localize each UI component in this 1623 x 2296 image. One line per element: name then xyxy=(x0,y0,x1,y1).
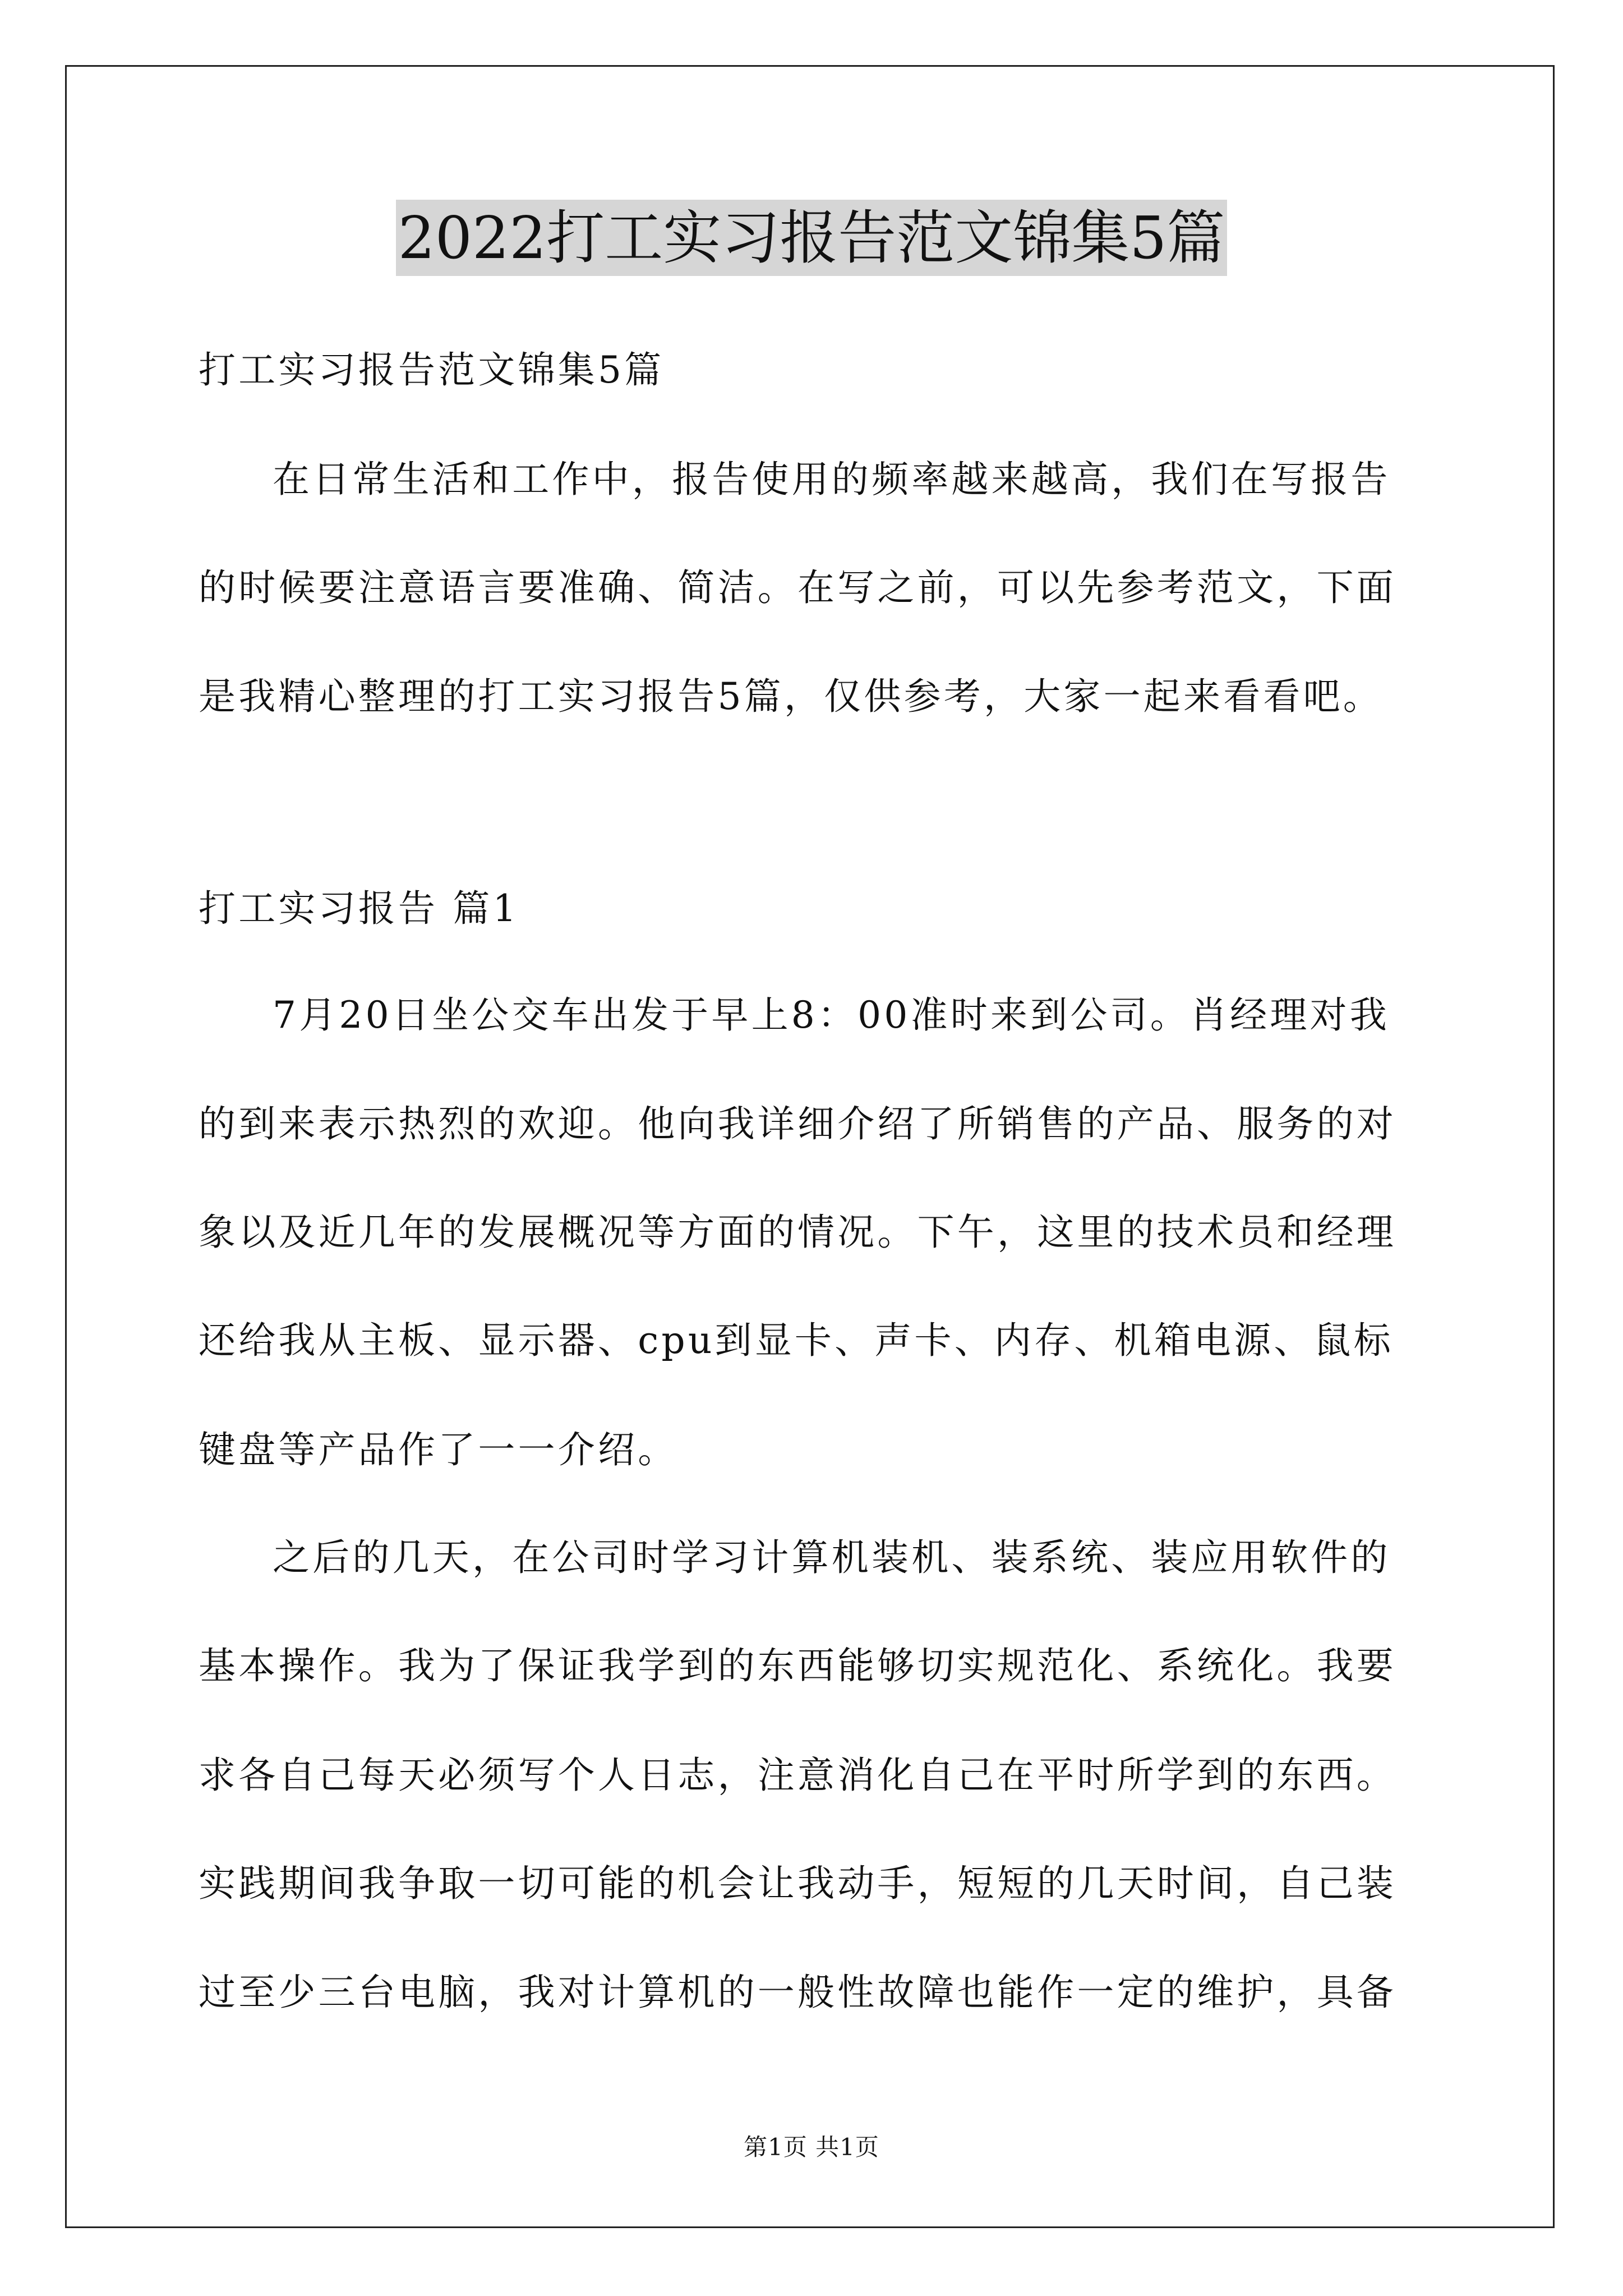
paragraph-line: 7月20日坐公交车出发于早上8：00准时来到公司。肖经理对我 xyxy=(273,993,1390,1037)
paragraph-line: 基本操作。我为了保证我学到的东西能够切实规范化、系统化。我要 xyxy=(199,1644,1396,1687)
paragraph-line: 键盘等产品作了一一介绍。 xyxy=(199,1428,678,1471)
document-title: 2022打工实习报告范文锦集5篇 xyxy=(396,200,1228,276)
subtitle: 打工实习报告范文锦集5篇 xyxy=(199,348,665,392)
paragraph-line: 象以及近几年的发展概况等方面的情况。下午，这里的技术员和经理 xyxy=(199,1211,1396,1254)
title-container xyxy=(0,200,1623,276)
paragraph-line: 的到来表示热烈的欢迎。他向我详细介绍了所销售的产品、服务的对 xyxy=(199,1102,1396,1145)
paragraph-line: 之后的几天，在公司时学习计算机装机、装系统、装应用软件的 xyxy=(273,1536,1391,1579)
paragraph-line: 还给我从主板、显示器、cpu到显卡、声卡、内存、机箱电源、鼠标 xyxy=(199,1319,1394,1362)
intro-line: 在日常生活和工作中，报告使用的频率越来越高，我们在写报告 xyxy=(273,458,1391,501)
paragraph-line: 求各自己每天必须写个人日志，注意消化自己在平时所学到的东西。 xyxy=(199,1754,1396,1797)
intro-line: 是我精心整理的打工实习报告5篇，仅供参考，大家一起来看看吧。 xyxy=(199,675,1383,718)
paragraph-line: 实践期间我争取一切可能的机会让我动手，短短的几天时间，自己装 xyxy=(199,1862,1396,1905)
section-heading: 打工实习报告 篇1 xyxy=(199,887,519,930)
page-footer: 第1页 共1页 xyxy=(744,2133,879,2161)
intro-line: 的时候要注意语言要准确、简洁。在写之前，可以先参考范文，下面 xyxy=(199,566,1396,609)
paragraph-line: 过至少三台电脑，我对计算机的一般性故障也能作一定的维护，具备 xyxy=(199,1971,1396,2014)
